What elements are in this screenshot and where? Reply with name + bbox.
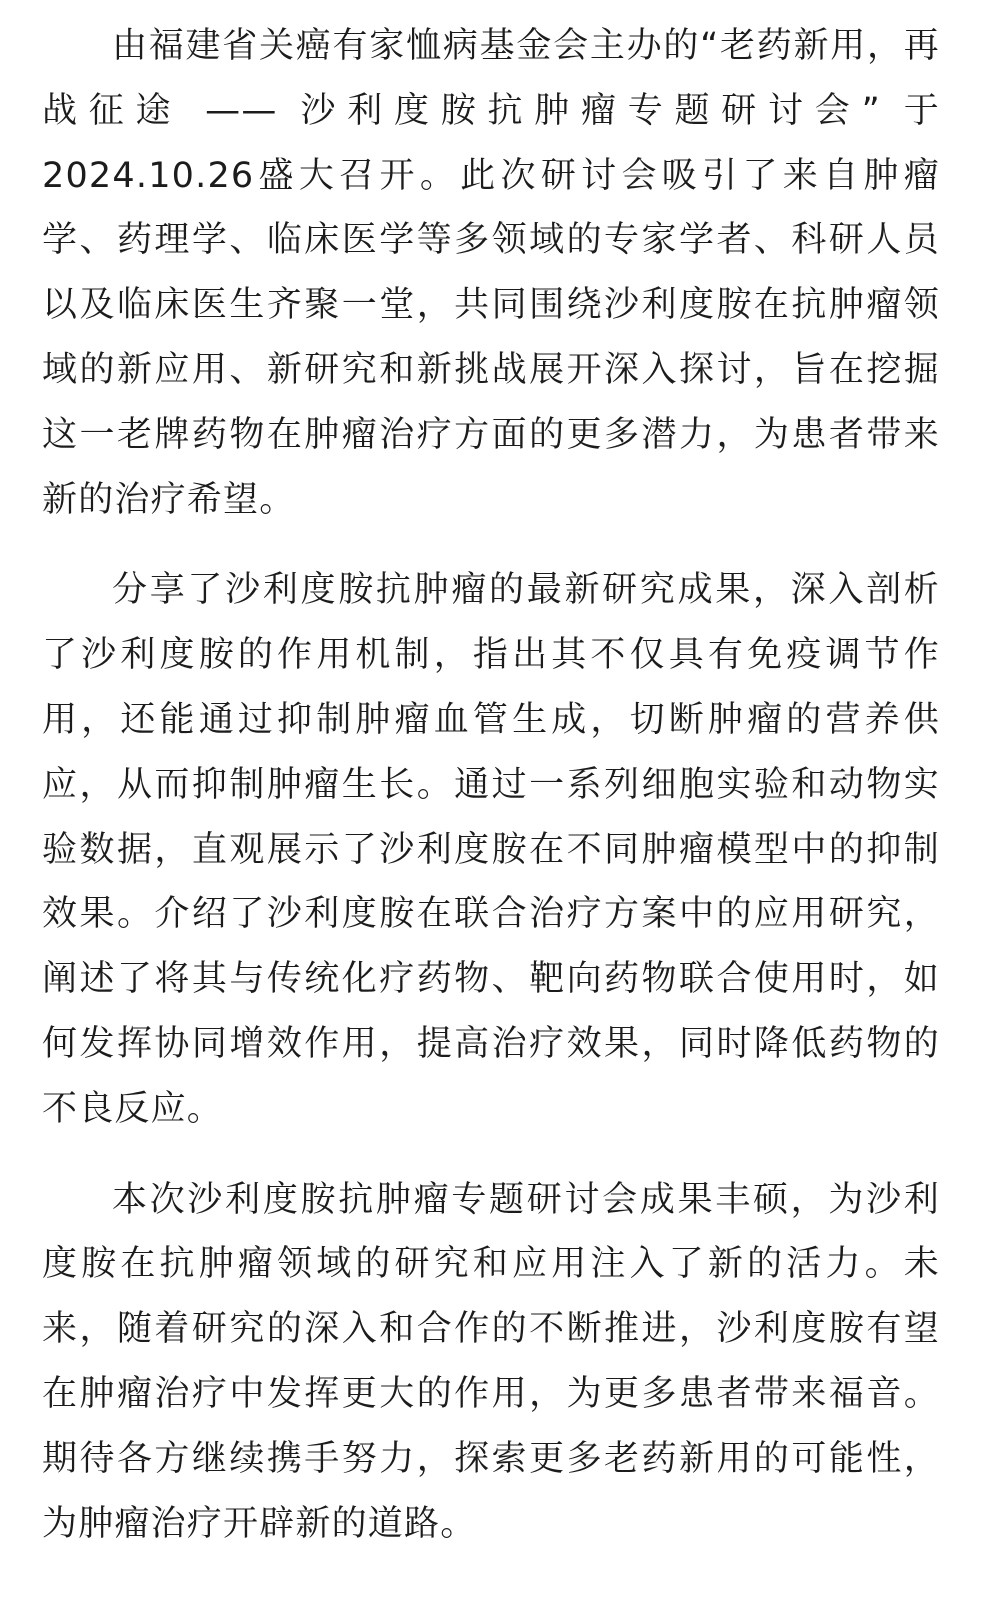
- paragraph-intro: 由福建省关癌有家恤病基金会主办的“老药新用，再战征途 —— 沙利度胺抗肿瘤专题研讨会” 于2024.10.26盛大召开。此次研讨会吸引了来自肿瘤学、药理学、临床医学等多领域的专家学者、科研人员以及临床医生齐聚一堂，共同围绕沙利度胺在抗肿瘤领域的新应用、新研究和新挑战展开深入探讨，旨在挖掘这一老牌药物在肿瘤治疗方面的更多潜力，为患者带来新的治疗希望。: [42, 26, 940, 520]
- paragraph-research: 分享了沙利度胺抗肿瘤的最新研究成果，深入剖析了沙利度胺的作用机制，指出其不仅具有免疫调节作用，还能通过抑制肿瘤血管生成，切断肿瘤的营养供应，从而抑制肿瘤生长。通过一系列细胞实验和动物实验数据，直观展示了沙利度胺在不同肿瘤模型中的抑制效果。介绍了沙利度胺在联合治疗方案中的应用研究，阐述了将其与传统化疗药物、靶向药物联合使用时，如何发挥协同增效作用，提高治疗效果，同时降低药物的不良反应。: [42, 570, 940, 1129]
- paragraph-conclusion: 本次沙利度胺抗肿瘤专题研讨会成果丰硕，为沙利度胺在抗肿瘤领域的研究和应用注入了新的活力。未来，随着研究的深入和合作的不断推进，沙利度胺有望在肿瘤治疗中发挥更大的作用，为更多患者带来福音。期待各方继续携手努力，探索更多老药新用的可能性，为肿瘤治疗开辟新的道路。: [42, 1179, 940, 1544]
